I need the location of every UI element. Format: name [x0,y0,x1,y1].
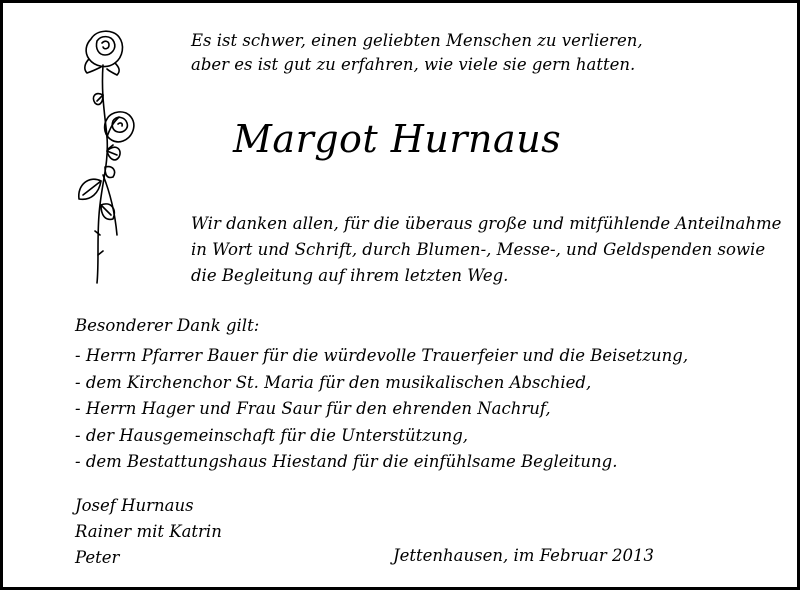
thanks-line: in Wort und Schrift, durch Blumen-, Messe-, und Geldspenden sowie [191,240,766,259]
special-thanks-item: - Herrn Pfarrer Bauer für die würdevolle Trauerfeier und die Beisetzung, [75,346,689,365]
special-thanks-item: - der Hausgemeinschaft für die Unterstützung, [75,425,469,445]
signer-name: Peter [75,548,120,567]
signer-name: Josef Hurnaus [75,496,194,515]
thanks-line: die Begleitung auf ihrem letzten Weg. [191,266,509,285]
special-thanks-list [75,343,688,476]
rose-icon [67,25,137,287]
special-thanks-item: - Herrn Hager und Frau Saur für den ehrenden Nachruf, [75,399,551,418]
place-date: Jettenhausen, im Februar 2013 [393,546,654,565]
motto-line: Es ist schwer, einen geliebten Menschen zu verlieren, [191,31,643,50]
signer-name: Rainer mit Katrin [75,522,222,541]
special-thanks-item: - dem Kirchenchor St. Maria für den musikalischen Abschied, [75,372,592,392]
motto-quote [191,29,643,77]
signers [75,493,222,571]
special-thanks-item: - dem Bestattungshaus Hiestand für die einfühlsame Begleitung. [75,452,618,471]
thanks-line: Wir danken allen, für die überaus große und mitfühlende Anteilnahme [191,214,782,233]
thanks-paragraph [191,211,781,289]
motto-line: aber es ist gut zu erfahren, wie viele sie gern hatten. [191,55,636,74]
deceased-name: Margot Hurnaus [233,117,562,161]
special-thanks-heading: Besonderer Dank gilt: [75,316,260,335]
